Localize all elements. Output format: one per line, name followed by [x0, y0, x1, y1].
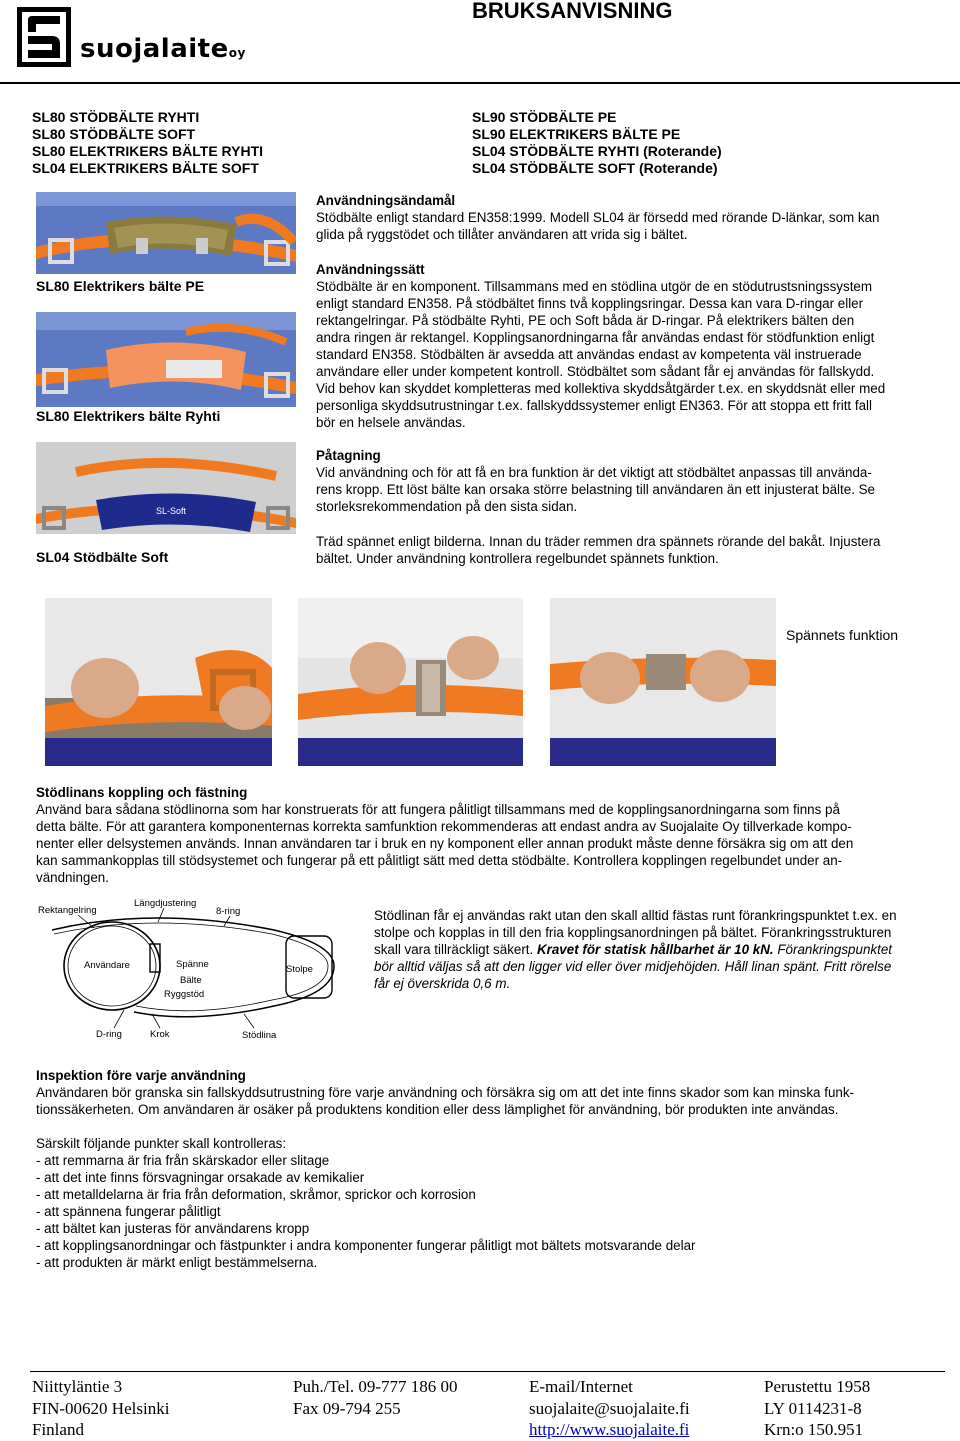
usage-line: personliga skyddsutrustningar t.ex. fallskyddssystemer enligt EN363. För att stoppa ett fritt fall: [316, 398, 872, 413]
inspection-line: Användaren bör granska sin fallskyddsutrustning före varje användning och försäkra sig om att det inte finns skador som kan minska funk-: [36, 1085, 854, 1100]
brand-name: suojalaite: [80, 34, 229, 64]
lanyard-line: detta bälte. För att garantera komponenternas korrekta samfunktion rekommenderas att endast andra av Suojalaite Oy tillverkade kompo-: [36, 819, 852, 834]
logo-mark-icon: [16, 6, 72, 68]
purpose-line: Stödbälte enligt standard EN358:1999. Modell SL04 är försedd med rörande D-länkar, som kan: [316, 210, 880, 225]
model-item: SL04 ELEKTRIKERS BÄLTE SOFT: [32, 160, 259, 176]
purpose-section: [316, 192, 880, 243]
donning-line: Vid användning och för att få en bra funktion är det viktigt att stödbältet anpassas till använda-: [316, 465, 872, 480]
footer-line: Finland: [32, 1420, 84, 1439]
usage-line: andra ringen är rektangel. Kopplingsanordningarna får användas endast för stödfunktion enligt: [316, 330, 875, 345]
brand-logo: [80, 34, 246, 64]
footer-phone: [293, 1376, 458, 1419]
footer-line: FIN-00620 Helsinki: [32, 1398, 170, 1418]
model-item: SL04 STÖDBÄLTE RYHTI (Roterande): [472, 143, 722, 159]
usage-section: [316, 261, 885, 431]
header-divider: [0, 82, 960, 84]
diagram-label: Stödlina: [242, 1030, 277, 1041]
diagram-label: Ryggstöd: [164, 989, 205, 1000]
checklist-item: - att spännena fungerar pålitligt: [36, 1204, 221, 1219]
model-item: SL80 ELEKTRIKERS BÄLTE RYHTI: [32, 143, 264, 159]
checklist-item: - att kopplingsanordningar och fästpunkter i andra komponenter fungerar pålitligt mot bältets motsvarande delar: [36, 1238, 696, 1253]
model-item: SL90 ELEKTRIKERS BÄLTE PE: [472, 126, 681, 142]
anchor-text: Förankringspunktet: [773, 942, 892, 957]
buckle-photo-1: [45, 598, 272, 766]
footer-line: E-mail/Internet: [529, 1377, 633, 1396]
purpose-line: glida på ryggstödet och tillåter användaren att vrida sig i bältet.: [316, 227, 688, 242]
anchor-line: stolpe och kopplas in till den fria kopplingsanordningen på bältet. Förankringsstrukturen: [374, 925, 892, 940]
checklist-item: - att remmarna är fria från skärskador eller slitage: [36, 1153, 330, 1168]
donning-line: rens kropp. Ett löst bälte kan orsaka större belastning till användaren än ett injusterat bälte. Se: [316, 482, 876, 497]
lanyard-diagram: [34, 896, 364, 1046]
belt-pe-photo: [36, 192, 296, 274]
footer-address: [32, 1376, 169, 1441]
diagram-label: Rektangelring: [38, 905, 97, 916]
checklist-item: - att bältet kan justeras för användarens kropp: [36, 1221, 310, 1236]
footer-divider: [30, 1371, 945, 1372]
caption-belt-pe: SL80 Elektrikers bälte PE: [36, 278, 205, 294]
usage-line: bör en helsele användas.: [316, 415, 466, 430]
purpose-heading: Användningsändamål: [316, 193, 456, 208]
footer-line: Niittyläntie 3: [32, 1377, 123, 1396]
anchor-line-3: [374, 941, 897, 958]
caption-belt-ryhti: SL80 Elektrikers bälte Ryhti: [36, 408, 221, 424]
anchor-line: får ej överskrida 0,6 m.: [374, 976, 511, 991]
usage-line: standard EN358. Stödbälten är avsedda att användas endast av kompetenta väl instruerade: [316, 347, 862, 362]
donning-section: [316, 447, 875, 515]
model-item: SL80 STÖDBÄLTE RYHTI: [32, 109, 200, 125]
footer-company: [764, 1376, 870, 1441]
anchor-text: skall vara tillräckligt säkert.: [374, 942, 537, 957]
donning-line: bältet. Under användning kontrollera regelbundet spännets funktion.: [316, 551, 719, 566]
usage-line: enligt standard EN358. På stödbältet finns två kopplingsringar. Dessa kan vara D-ringar eller: [316, 296, 864, 311]
belt-soft-photo: [36, 442, 296, 534]
diagram-label: 8-ring: [216, 906, 241, 917]
belt-ryhti-photo: [36, 312, 296, 407]
belt-label-text: SL-Soft: [156, 506, 187, 516]
donning-instructions: [316, 533, 881, 567]
diagram-label: D-ring: [96, 1029, 122, 1040]
checklist-item: - att produkten är märkt enligt bestämmelserna.: [36, 1255, 318, 1270]
lanyard-line: vändningen.: [36, 870, 109, 885]
inspection-heading: Inspektion före varje användning: [36, 1068, 246, 1083]
diagram-label: Användare: [84, 960, 130, 971]
anchor-requirement: Kravet för statisk hållbarhet är 10 kN.: [536, 942, 774, 957]
buckle-photo-2: [298, 598, 523, 766]
checklist-item: - att metalldelarna är fria från deformation, skråmor, sprickor och korrosion: [36, 1187, 476, 1202]
anchor-line: Stödlinan får ej användas rakt utan den skall alltid fästas runt förankringspunktet t.ex. en: [374, 908, 897, 923]
footer-line: Fax 09-794 255: [293, 1398, 401, 1418]
checklist-item: - att det inte finns försvagningar orsakade av kemikalier: [36, 1170, 365, 1185]
footer-line: LY 0114231-8: [764, 1398, 862, 1418]
inspection-section: [36, 1067, 854, 1118]
lanyard-section: [36, 784, 853, 886]
usage-line: Stödbälte är en komponent. Tillsammans med en stödlina utgör de en stödutrustsningssystem: [316, 279, 873, 294]
email-link[interactable]: suojalaite@suojalaite.fi: [529, 1398, 690, 1418]
diagram-label: Längdjustering: [134, 898, 197, 909]
diagram-label: Stolpe: [286, 964, 313, 975]
lanyard-line: kan sammankopplas till stödsystemet och fungerar på ett pålitligt sätt med detta stödbälte. Kontrollera kopplingen regelbundet under an-: [36, 853, 843, 868]
donning-line: storleksrekommendation på den sista sidan.: [316, 499, 578, 514]
document-title: BRUKSANVISNING: [472, 0, 673, 23]
lanyard-heading: Stödlinans koppling och fästning: [36, 785, 248, 800]
footer-line: Puh./Tel. 09-777 186 00: [293, 1377, 458, 1396]
anchor-line: bör alltid väljas så att den ligger vid eller över midjehöjden. Håll linan spänt. Fritt rörelse: [374, 959, 892, 974]
donning-heading: Påtagning: [316, 448, 381, 463]
footer-line: Krn:o 150.951: [764, 1420, 864, 1439]
model-item: SL04 STÖDBÄLTE SOFT (Roterande): [472, 160, 718, 176]
buckle-photo-3: [550, 598, 776, 766]
caption-belt-soft: SL04 Stödbälte Soft: [36, 549, 169, 565]
models-right-list: [472, 109, 722, 177]
checklist-intro: Särskilt följande punkter skall kontrolleras:: [36, 1136, 287, 1151]
usage-heading: Användningssätt: [316, 262, 425, 277]
anchor-section: [374, 907, 897, 992]
model-item: SL80 STÖDBÄLTE SOFT: [32, 126, 196, 142]
footer-line: Perustettu 1958: [764, 1377, 871, 1396]
donning-line: Träd spännet enligt bilderna. Innan du träder remmen dra spännets rörande del bakåt. Injustera: [316, 534, 881, 549]
inspection-line: tionssäkerheten. Om användaren är osäker på produktens kondition eller dess lämplighet för användning, bör produkten inte användas.: [36, 1102, 839, 1117]
usage-line: rektangelringar. På stödbälte Ryhti, PE och Soft båda är D-ringar. På elektrikers bälten den: [316, 313, 855, 328]
models-left-list: [32, 109, 263, 177]
website-link[interactable]: http://www.suojalaite.fi: [529, 1420, 690, 1439]
buckle-caption: Spännets funktion: [786, 627, 899, 643]
checklist-section: [36, 1135, 696, 1271]
diagram-label: Spänne: [176, 959, 209, 970]
usage-line: Vid behov kan skyddet kompletteras med kollektiva skyddsåtgärder t.ex. en skyddsnät eller med: [316, 381, 886, 396]
diagram-label: Bälte: [180, 975, 202, 986]
brand-suffix: oy: [228, 46, 246, 60]
model-item: SL90 STÖDBÄLTE PE: [472, 109, 617, 125]
lanyard-line: nenter eller delsystemen används. Innan användaren tar i bruk en ny komponent eller annan produkt måste denne försäkra sig om att den: [36, 836, 854, 851]
lanyard-line: Använd bara sådana stödlinorna som har konstruerats för att fungera pålitligt tillsammans med de kopplingsanordningarna som finns på: [36, 802, 840, 817]
footer-contact: [529, 1376, 690, 1441]
usage-line: användare eller under kompetent kontroll. Stödbältet som sådant får ej användas för fallskydd.: [316, 364, 875, 379]
diagram-label: Krok: [150, 1029, 170, 1040]
